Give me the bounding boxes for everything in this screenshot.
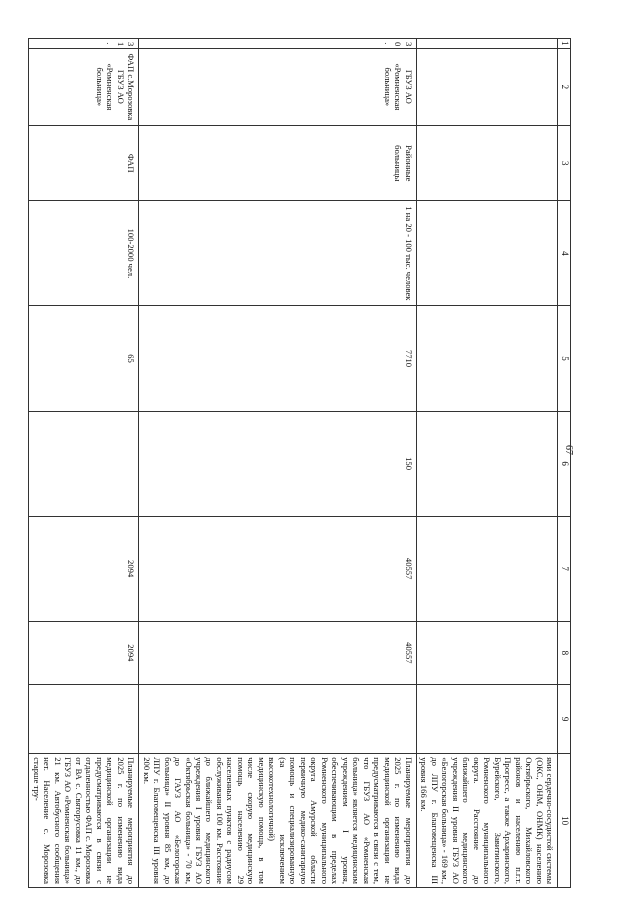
row-number: 31.	[29, 39, 139, 49]
rotated-page	[31, 38, 571, 888]
table-row	[139, 39, 417, 888]
header-row	[558, 39, 571, 888]
col8-value: 2094	[29, 621, 139, 684]
header-cell: 9	[558, 684, 571, 753]
col9-value	[139, 684, 417, 753]
continuation-note: ями сердечно-сосудистой системы (ОКС, ОНМ, ОНМК) населению Октябрьского, Михайловского районов и населению п.г.т. Прогресс, а также Архаринского, Бурейского, Завитинского, Ромненского муниципального округа. Расстояние до ближайшего медицинского учреждения II уровня ГБУЗ АО «Белогорская больница» - 169 км., до ЛПУ г. Благовещенска III уровня 166 км.	[416, 754, 557, 888]
header-cell: 6	[558, 411, 571, 516]
distance-value	[29, 411, 139, 516]
facility-type: ФАП	[29, 126, 139, 201]
col7-value: 2094	[29, 516, 139, 621]
header-cell: 7	[558, 516, 571, 621]
header-cell: 4	[558, 201, 571, 306]
continuation-row	[416, 39, 557, 888]
header-cell: 2	[558, 48, 571, 126]
facility-name: ГБУЗ АО «Ромненская больница»	[139, 48, 417, 126]
col7-value: 40557	[139, 516, 417, 621]
table-row	[29, 39, 139, 888]
facilities-table	[28, 38, 571, 888]
header-cell: 5	[558, 306, 571, 411]
service-capacity: 1 на 20 - 100 тыс. человек	[139, 201, 417, 306]
row-number: 30.	[139, 39, 417, 49]
facility-name: ФАП с.Морозовка ГБУЗ АО «Ромненская больница»	[29, 48, 139, 126]
col9-value	[29, 684, 139, 753]
population-value: 65	[29, 306, 139, 411]
page-number: 67	[563, 445, 574, 455]
col8-value: 40557	[139, 621, 417, 684]
note-text: Планируемые мероприятия до 2025 г. по изменению вида медицинской организации не предусматриваются в связи с тем, что ГБУЗ АО «Ромненская больница» является медицинским учреждением I уровня, обеспечивающим в пределах Ромненского муниципального округа Амурской области первичную медико-санитарную помощь и специализированную (за исключением высокотехнологичной) медицинскую помощь, в том числе скорую медицинскую помощь населению 29 населенных пунктов с радиусом обслуживания 100 км. Расстояние до ближайшего медицинского учреждения I уровня ГБУЗ АО «Октябрьская больница» - 70 км, до ГАУЗ АО «Белогорская больница» II уровня 85 км, до ЛПУ г. Благовещенска III уровня 200 км.	[139, 754, 417, 888]
distance-value: 150	[139, 411, 417, 516]
header-cell: 3	[558, 126, 571, 201]
header-cell: 10	[558, 754, 571, 888]
service-capacity: 100-2000 чел.	[29, 201, 139, 306]
facility-type: Районные больницы	[139, 126, 417, 201]
header-cell: 8	[558, 621, 571, 684]
population-value: 7710	[139, 306, 417, 411]
note-text: Планируемые мероприятия до 2025 г. по изменению вида медицинской организации не предусматриваются в связи с отдаленностью ФАП с. Морозовка от ВА с. Святорусовка 11 км., до ГБУЗ АО «Ромненская больница» 21 км. Автобусного сообщения нет. Население с. Морозовка старше тру-	[29, 754, 139, 888]
header-cell: 1	[558, 39, 571, 49]
